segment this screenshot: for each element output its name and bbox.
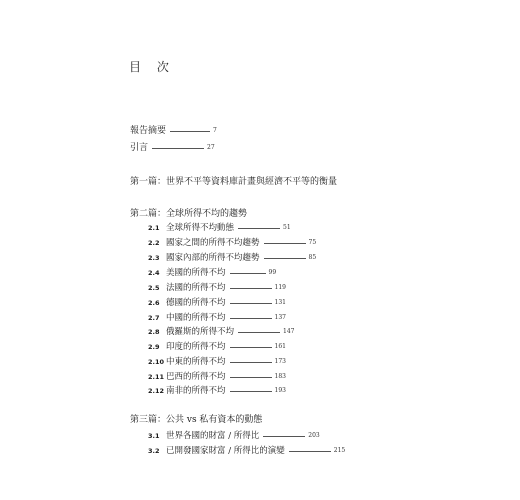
toc-entry-2-1[interactable] xyxy=(148,222,291,234)
dot-leader xyxy=(264,243,306,244)
toc-entry-2-2[interactable] xyxy=(148,237,316,249)
section-number: 2.12 xyxy=(148,387,165,395)
page-number: 193 xyxy=(274,387,286,394)
entry-label: 已開發國家財富 / 所得比的演變 xyxy=(166,446,285,456)
section-number: 3.2 xyxy=(148,447,160,455)
section-number: 2.2 xyxy=(148,239,160,247)
dot-leader xyxy=(230,347,272,348)
toc-entry-summary[interactable] xyxy=(130,125,217,137)
entry-label: 國家內部的所得不均趨勢 xyxy=(166,253,260,263)
page-number: 147 xyxy=(283,328,295,335)
toc-entry-3-1[interactable] xyxy=(148,430,320,442)
section-number: 2.6 xyxy=(148,299,160,307)
toc-entry-2-6[interactable] xyxy=(148,297,286,309)
entry-label: 報告摘要 xyxy=(130,126,167,136)
page-number: 173 xyxy=(274,358,286,365)
section-number: 2.7 xyxy=(148,314,160,322)
section-number: 2.4 xyxy=(148,269,160,277)
section-number: 2.1 xyxy=(148,224,160,232)
dot-leader xyxy=(238,332,280,333)
toc-entry-2-8[interactable] xyxy=(148,326,294,338)
part-heading-1[interactable]: 第一篇：世界不平等資料庫計畫與經濟不平等的衡量 xyxy=(130,177,338,187)
page-number: 119 xyxy=(274,284,286,291)
dot-leader xyxy=(230,273,266,274)
section-number: 2.11 xyxy=(148,373,165,381)
toc-entry-2-3[interactable] xyxy=(148,252,316,264)
part-heading-3[interactable]: 第三篇：公共 vs 私有資本的動態 xyxy=(130,415,263,425)
page-number: 27 xyxy=(207,144,215,151)
toc-entry-3-2[interactable] xyxy=(148,445,345,457)
page-number: 7 xyxy=(213,127,217,134)
section-number: 2.5 xyxy=(148,284,160,292)
dot-leader xyxy=(264,258,306,259)
entry-label: 國家之間的所得不均趨勢 xyxy=(166,238,260,248)
page-number: 137 xyxy=(274,314,286,321)
entry-label: 俄羅斯的所得不均 xyxy=(166,327,235,337)
entry-label: 巴西的所得不均 xyxy=(166,372,226,382)
section-number: 3.1 xyxy=(148,432,160,440)
part-heading-2[interactable]: 第二篇：全球所得不均的趨勢 xyxy=(130,209,248,219)
page-number: 99 xyxy=(268,269,277,276)
dot-leader xyxy=(152,148,204,149)
dot-leader xyxy=(230,377,272,378)
toc-entry-2-9[interactable] xyxy=(148,341,286,353)
page-number: 85 xyxy=(308,254,317,261)
entry-label: 中東的所得不均 xyxy=(166,357,226,367)
entry-label: 法國的所得不均 xyxy=(166,283,226,293)
section-number: 2.3 xyxy=(148,254,160,262)
section-number: 2.8 xyxy=(148,328,160,336)
page-number: 161 xyxy=(274,343,286,350)
toc-entry-introduction[interactable] xyxy=(130,142,215,154)
page-number: 183 xyxy=(274,373,286,380)
dot-leader xyxy=(289,451,331,452)
dot-leader xyxy=(170,131,210,132)
toc-entry-2-4[interactable] xyxy=(148,267,276,279)
entry-label: 印度的所得不均 xyxy=(166,342,226,352)
entry-label: 美國的所得不均 xyxy=(166,268,226,278)
entry-label: 全球所得不均動態 xyxy=(166,223,235,233)
section-number: 2.9 xyxy=(148,343,160,351)
dot-leader xyxy=(230,288,272,289)
dot-leader xyxy=(263,436,305,437)
dot-leader xyxy=(238,228,280,229)
dot-leader xyxy=(230,303,272,304)
toc-entry-2-7[interactable] xyxy=(148,312,286,324)
entry-label: 德國的所得不均 xyxy=(166,298,226,308)
entry-label: 中國的所得不均 xyxy=(166,313,226,323)
dot-leader xyxy=(230,391,272,392)
entry-label: 引言 xyxy=(130,143,149,153)
toc-entry-2-5[interactable] xyxy=(148,282,286,294)
entry-label: 南非的所得不均 xyxy=(166,386,226,396)
toc-entry-2-11[interactable] xyxy=(148,371,286,383)
page-number: 203 xyxy=(308,432,320,439)
toc-entry-2-12[interactable] xyxy=(148,385,286,397)
toc-entry-2-10[interactable] xyxy=(148,356,286,368)
page-number: 215 xyxy=(333,447,346,454)
dot-leader xyxy=(230,362,272,363)
entry-label: 世界各國的財富 / 所得比 xyxy=(166,431,260,441)
dot-leader xyxy=(230,318,272,319)
page-number: 131 xyxy=(274,299,286,306)
section-number: 2.10 xyxy=(148,358,165,366)
page-number: 75 xyxy=(308,239,317,246)
page-number: 51 xyxy=(283,224,291,231)
toc-title: 目 次 xyxy=(129,60,175,74)
